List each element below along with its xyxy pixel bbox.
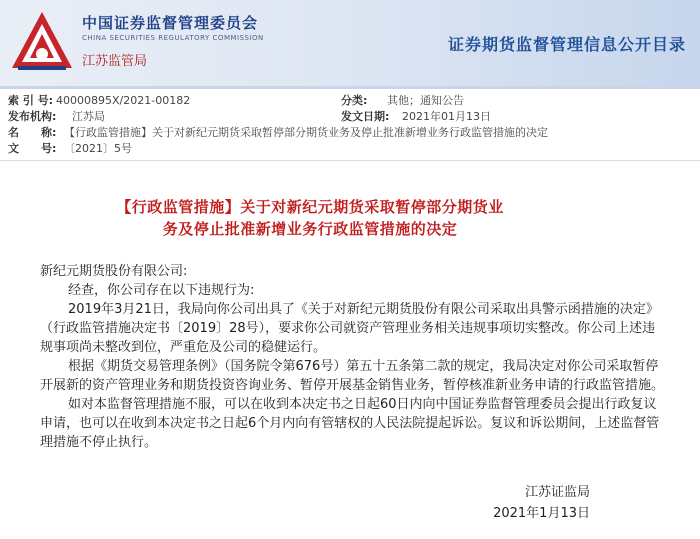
paragraph: 2019年3月21日，我局向你公司出具了《关于对新纪元期货股份有限公司采取出具警示函措施的决定》（行政监管措施决定书〔2019〕28号），要求你公司就资产管理业务相关违规事项切实整改。你公司上述违规事项尚未整改到位，严重危及公司的稳健运行。 (40, 302, 659, 355)
issuer-label: 发布机构: (8, 110, 57, 123)
docno-label: 文 号: (8, 142, 57, 155)
meta-row-index (0, 93, 700, 109)
meta-row-name (0, 125, 700, 141)
document-title (50, 196, 570, 240)
document-title-line-1: 【行政监管措施】关于对新纪元期货采取暂停部分期货业 (116, 198, 504, 216)
meta-row-docno (0, 141, 700, 157)
meta-row-issuer (0, 109, 700, 125)
site-header (0, 0, 700, 87)
csrc-logo-icon[interactable] (8, 8, 76, 74)
paragraph: 如对本监督管理措施不服，可以在收到本决定书之日起60日内向中国证券监督管理委员会提出行政复议申请，也可以在收到本决定书之日起6个月内向有管辖权的人民法院提起诉讼。复议和诉讼期间，上述监督管理措施不停止执行。 (40, 397, 660, 450)
docno-value: 〔2021〕5号 (64, 142, 132, 155)
signature-org: 江苏证监局 (524, 485, 590, 500)
name-value: 【行政监管措施】关于对新纪元期货采取暂停部分期货业务及停止批准新增业务行政监管措施的决定 (64, 126, 548, 139)
document-title-line-2: 务及停止批准新增业务行政监管措施的决定 (162, 220, 458, 238)
issuer-value: 江苏局 (72, 110, 105, 123)
meta-divider (0, 160, 700, 161)
paragraph: 经查，你公司存在以下违规行为: (68, 283, 255, 298)
index-value: 40000895X/2021-00182 (56, 94, 191, 107)
name-label: 名 称: (8, 126, 57, 139)
salutation: 新纪元期货股份有限公司: (40, 264, 188, 279)
category-value: 其他；通知公告 (387, 94, 464, 107)
category-label: 分类: (341, 94, 368, 107)
org-name-en: CHINA SECURITIES REGULATORY COMMISSION (82, 34, 264, 42)
index-label: 索 引 号: (8, 94, 54, 107)
document-meta (0, 93, 700, 157)
paragraph: 根据《期货交易管理条例》（国务院令第676号）第五十五条第二款的规定，我局决定对你公司采取暂停开展新的资产管理业务和期货投资咨询业务、暂停开展基金销售业务，暂停核准新业务申请的行政监管措施。 (40, 359, 665, 393)
date-label: 发文日期: (341, 110, 390, 123)
site-title: 证券期货监督管理信息公开目录 (447, 35, 686, 54)
org-name-cn: 中国证券监督管理委员会 (82, 14, 259, 32)
date-value: 2021年01月13日 (402, 110, 491, 123)
signature-block (493, 482, 590, 524)
document-body (40, 262, 665, 452)
bureau-name: 江苏监管局 (82, 54, 148, 69)
header-divider (0, 86, 700, 89)
signature-date: 2021年1月13日 (493, 506, 590, 521)
